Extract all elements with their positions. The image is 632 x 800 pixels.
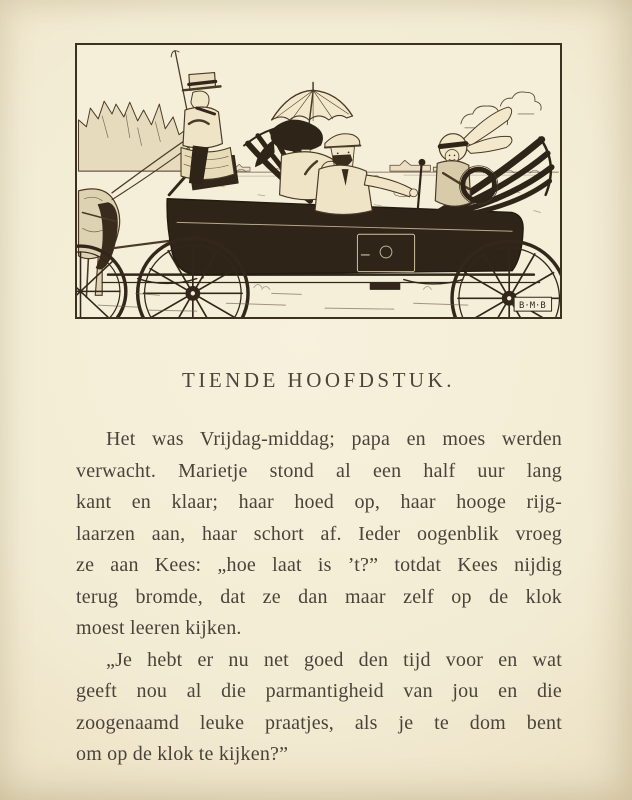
paragraph-2 bbox=[76, 645, 562, 771]
illustration-frame bbox=[75, 43, 562, 319]
artist-monogram bbox=[514, 297, 551, 311]
text-line: Het was Vrijdag-middag; papa en moes werden bbox=[106, 428, 562, 450]
text-line: laarzen aan, haar schort af. Ieder oogenblik vroeg bbox=[76, 522, 562, 545]
text-line: terug bromde, dat ze dan maar zelf op de klok bbox=[76, 585, 562, 608]
chapter-heading: TIENDE HOOFDSTUK. bbox=[182, 368, 455, 392]
text-line: „Je hebt er nu net goed den tijd voor en wat bbox=[106, 648, 562, 671]
text-line: zoogenaamd leuke praatjes, als je te dom bent bbox=[76, 711, 562, 734]
text-line: kant en klaar; haar hoed op, haar hooge rijg- bbox=[76, 491, 562, 513]
paragraph-1 bbox=[76, 424, 562, 645]
carriage-illustration bbox=[77, 45, 560, 317]
carriage-step bbox=[370, 283, 400, 289]
text-line: moest leeren kijken. bbox=[76, 617, 242, 639]
text-line: ze aan Kees: „hoe laat is ’t?” totdat Kees nijdig bbox=[76, 554, 562, 576]
coachman-coat bbox=[183, 107, 222, 148]
text-line: geeft nou al die parmantigheid van jou en die bbox=[76, 680, 562, 702]
body-text bbox=[76, 424, 562, 771]
artist-monogram-text: B·M·B bbox=[519, 301, 546, 312]
text-line: verwacht. Marietje stond al een half uur lang bbox=[76, 459, 562, 482]
text-line: om op de klok te kijken?” bbox=[76, 743, 289, 765]
